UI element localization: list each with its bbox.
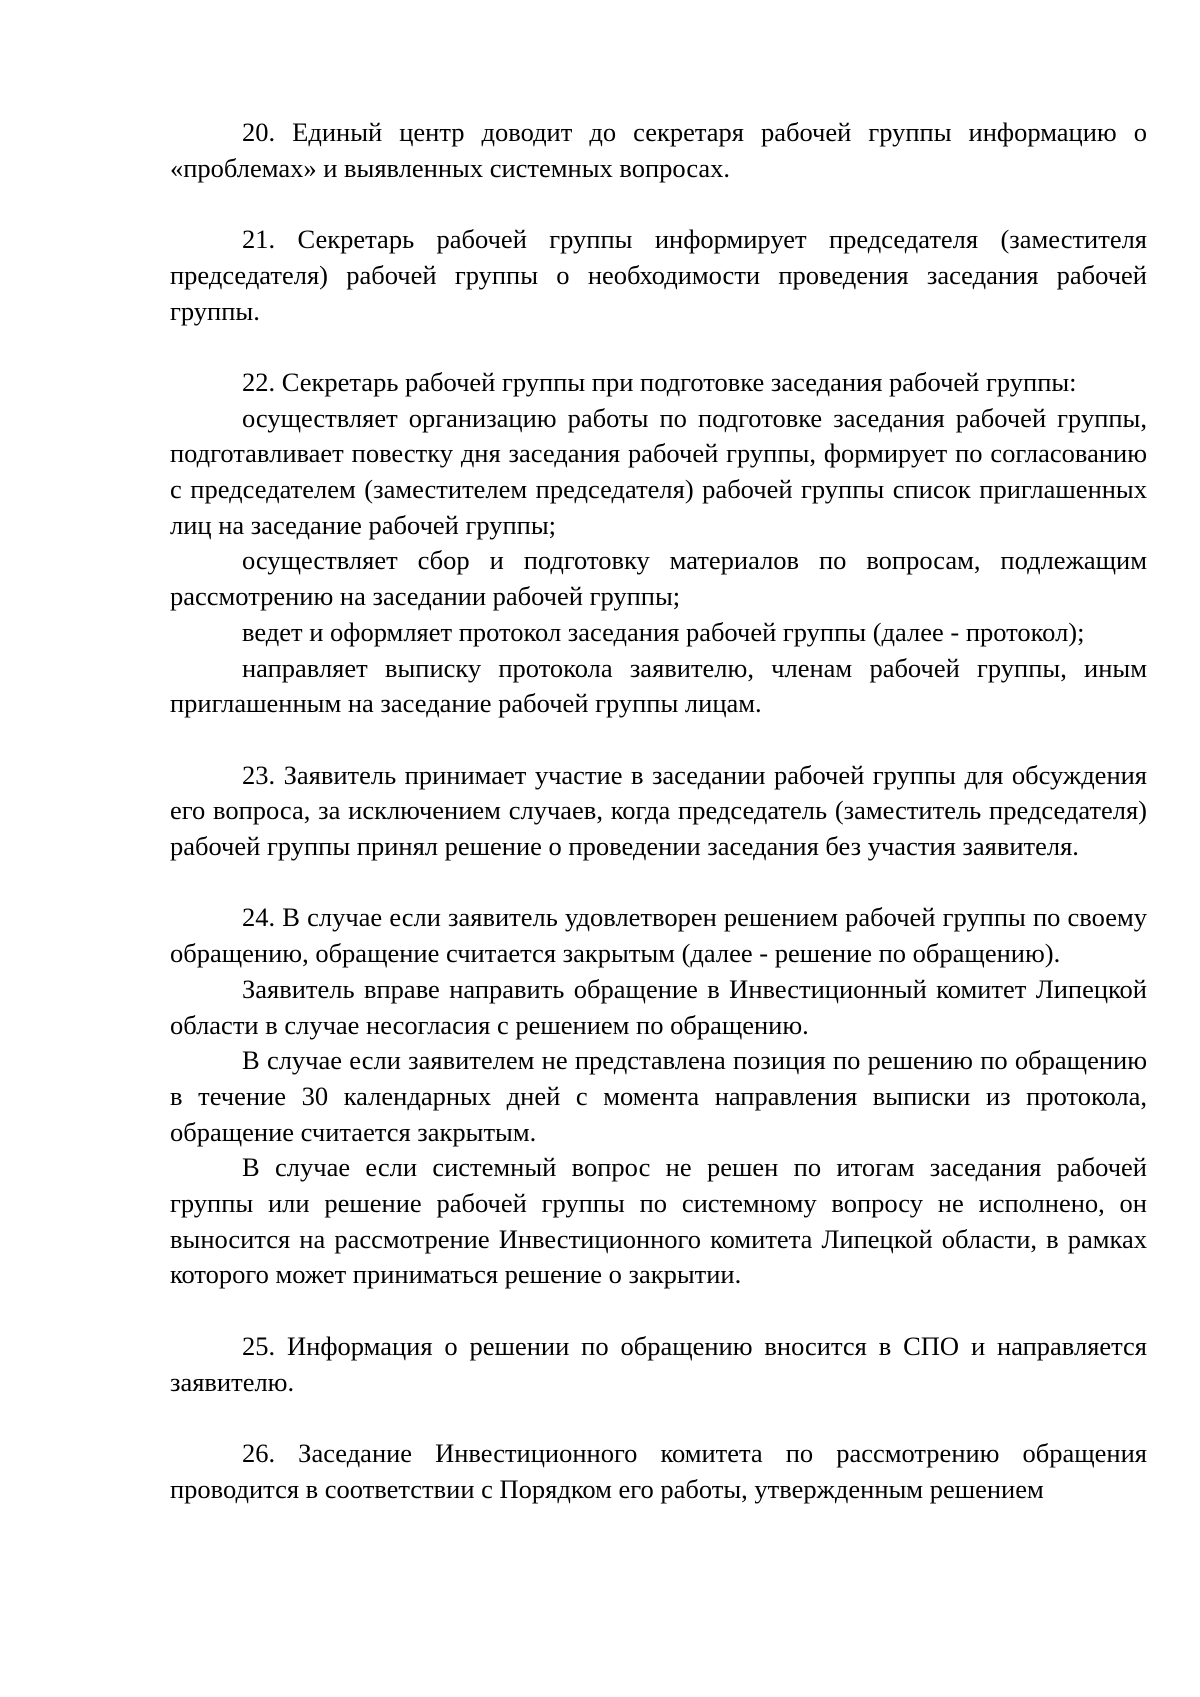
paragraph-25: 25. Информация о решении по обращению вносится в СПО и направляется заявителю. — [170, 1330, 1147, 1397]
paragraph-20: 20. Единый центр доводит до секретаря рабочей группы информацию о «проблемах» и выявленных системных вопросах. — [170, 117, 1147, 183]
paragraph-26: 26. Заседание Инвестиционного комитета по рассмотрению обращения проводится в соответствии с Порядком его работы, утвержденным решением — [170, 1437, 1147, 1504]
paragraph-23: 23. Заявитель принимает участие в заседании рабочей группы для обсуждения его вопроса, за исключением случаев, когда председатель (заместитель председателя) рабочей группы принял решение о проведении заседания без участия заявителя. — [170, 759, 1147, 862]
paragraph-24-part-4: В случае если системный вопрос не решен по итогам заседания рабочей группы или решение рабочей группы по системному вопросу не исполнено, он выносится на рассмотрение Инвестиционного комитета Липецкой области, в рамках которого может приниматься решение о закрытии. — [170, 1152, 1147, 1290]
paragraph-24-part-2: Заявитель вправе направить обращение в Инвестиционный комитет Липецкой области в случае несогласия с решением по обращению. — [170, 973, 1147, 1040]
paragraph-24-part-3: В случае если заявителем не представлена позиция по решению по обращению в течение 30 календарных дней с момента направления выписки из протокола, обращение считается закрытым. — [170, 1045, 1147, 1147]
paragraph-24: 24. В случае если заявитель удовлетворен решением рабочей группы по своему обращению, обращение считается закрытым (далее - решение по обращению). — [170, 902, 1147, 969]
paragraph-21: 21. Секретарь рабочей группы информирует председателя (заместителя председателя) рабочей группы о необходимости проведения заседания рабочей группы. — [170, 224, 1147, 326]
paragraph-22-item-4: направляет выписку протокола заявителю, членам рабочей группы, иным приглашенным на заседание рабочей группы лицам. — [170, 652, 1147, 719]
paragraph-22-item-3: ведет и оформляет протокол заседания рабочей группы (далее - протокол); — [242, 616, 1085, 647]
document-body — [170, 115, 1147, 1507]
paragraph-22-item-1: осуществляет организацию работы по подготовке заседания рабочей группы, подготавливает повестку дня заседания рабочей группы, формирует по согласованию с председателем (заместителем председателя) рабочей группы список приглашенных лиц на заседание рабочей группы; — [170, 402, 1147, 540]
paragraph-22-item-2: осуществляет сбор и подготовку материалов по вопросам, подлежащим рассмотрению на заседании рабочей группы; — [170, 545, 1147, 612]
paragraph-22: 22. Секретарь рабочей группы при подготовке заседания рабочей группы: — [242, 366, 1077, 397]
